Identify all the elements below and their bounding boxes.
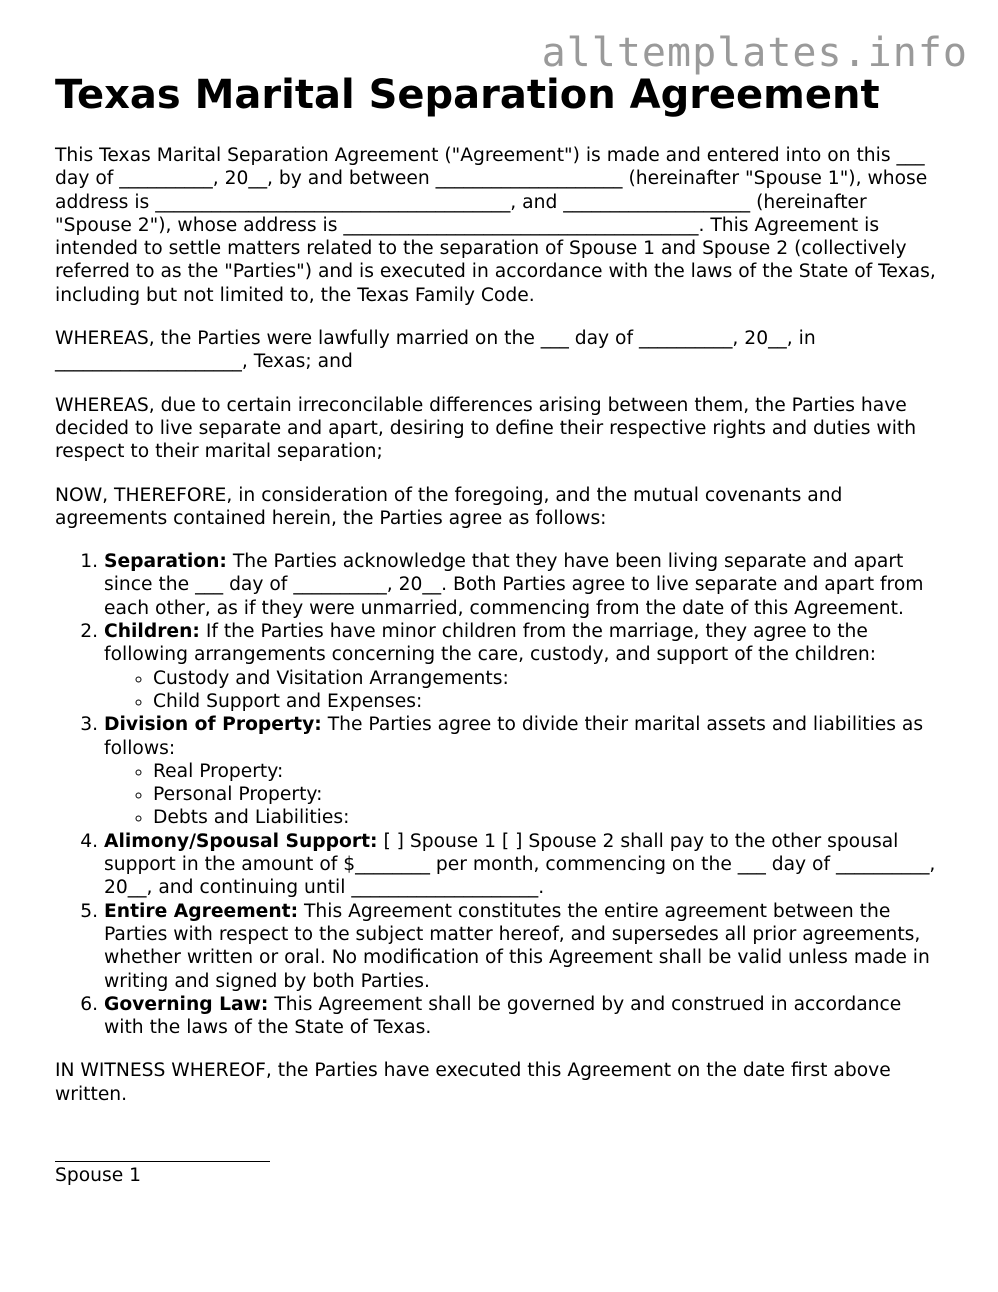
clause-heading: Alimony/Spousal Support:	[104, 830, 378, 852]
clause-governing-law	[104, 993, 945, 1040]
clause-text: The Parties acknowledge that they have been living separate and apart since the ___ day of __________, 20__. Both Parties agree to live separate and apart from each other, as if they were unmarried, commencing from the date of this Agreement.	[104, 551, 924, 619]
sublist-item: ◦ Debts and Liabilities:	[153, 806, 945, 829]
sublist-item: ◦ Custody and Visitation Arrangements:	[153, 667, 945, 690]
signature-label: Spouse 1	[55, 1164, 142, 1186]
sublist-item: ◦ Real Property:	[153, 760, 945, 783]
clause-text: If the Parties have minor children from the marriage, they agree to the following arrangements concerning the care, custody, and support of the children:	[104, 621, 877, 666]
clauses-list	[55, 550, 945, 1039]
clause-text: The Parties agree to divide their marital assets and liabilities as follows:	[104, 714, 924, 759]
property-sublist	[104, 760, 945, 830]
sublist-item: ◦ Personal Property:	[153, 783, 945, 806]
document-page	[55, 72, 945, 1187]
sublist-item: ◦ Child Support and Expenses:	[153, 690, 945, 713]
clause-text: [ ] Spouse 1 [ ] Spouse 2 shall pay to the other spousal support in the amount of $________ per month, commencing on the ___ day of __________, 20__, and continuing until ____________________.	[104, 830, 936, 899]
clause-heading: Entire Agreement:	[104, 900, 299, 922]
clause-entire-agreement	[104, 900, 945, 993]
whereas-marriage-paragraph: WHEREAS, the Parties were lawfully married on the ___ day of __________, 20__, in ____________________, Texas; and	[55, 328, 816, 373]
watermark: alltemplates.info	[541, 30, 968, 76]
intro-paragraph: This Texas Marital Separation Agreement ("Agreement") is made and entered into on this ___ day of __________, 20__, by and between ____________________ (hereinafter "Spouse 1"), whose address is ______________________________________, and ____________________ (hereinafter "Spouse 2"), whose address is ______________________________________. This Agreement is intended to settle matters related to the separation of Spouse 1 and Spouse 2 (collectively referred to as the "Parties") and is executed in accordance with the laws of the State of Texas, including but not limited to, the Texas Family Code.	[55, 145, 936, 306]
children-sublist	[104, 667, 945, 714]
document-title: Texas Marital Separation Agreement	[55, 72, 880, 118]
witness-paragraph: IN WITNESS WHEREOF, the Parties have executed this Agreement on the date first above written.	[55, 1060, 891, 1105]
clause-children	[104, 620, 945, 713]
whereas-differences-paragraph: WHEREAS, due to certain irreconcilable differences arising between them, the Parties have decided to live separate and apart, desiring to define their respective rights and duties with respect to their marital separation;	[55, 394, 917, 463]
clause-text: This Agreement shall be governed by and construed in accordance with the laws of the State of Texas.	[104, 993, 902, 1039]
clause-alimony	[104, 830, 945, 900]
clause-heading: Separation:	[104, 551, 227, 573]
now-therefore-paragraph: NOW, THEREFORE, in consideration of the foregoing, and the mutual covenants and agreements contained herein, the Parties agree as follows:	[55, 484, 843, 529]
clause-separation	[104, 550, 945, 620]
clause-text: This Agreement constitutes the entire agreement between the Parties with respect to the subject matter hereof, and supersedes all prior agreements, whether written or oral. No modification of this Agreement shall be valid unless made in writing and signed by both Parties.	[104, 900, 930, 992]
clause-division-of-property	[104, 713, 945, 829]
signature-line	[55, 1139, 270, 1162]
clause-heading: Governing Law:	[104, 993, 269, 1015]
clause-heading: Division of Property:	[104, 714, 322, 736]
clause-heading: Children:	[104, 621, 200, 643]
